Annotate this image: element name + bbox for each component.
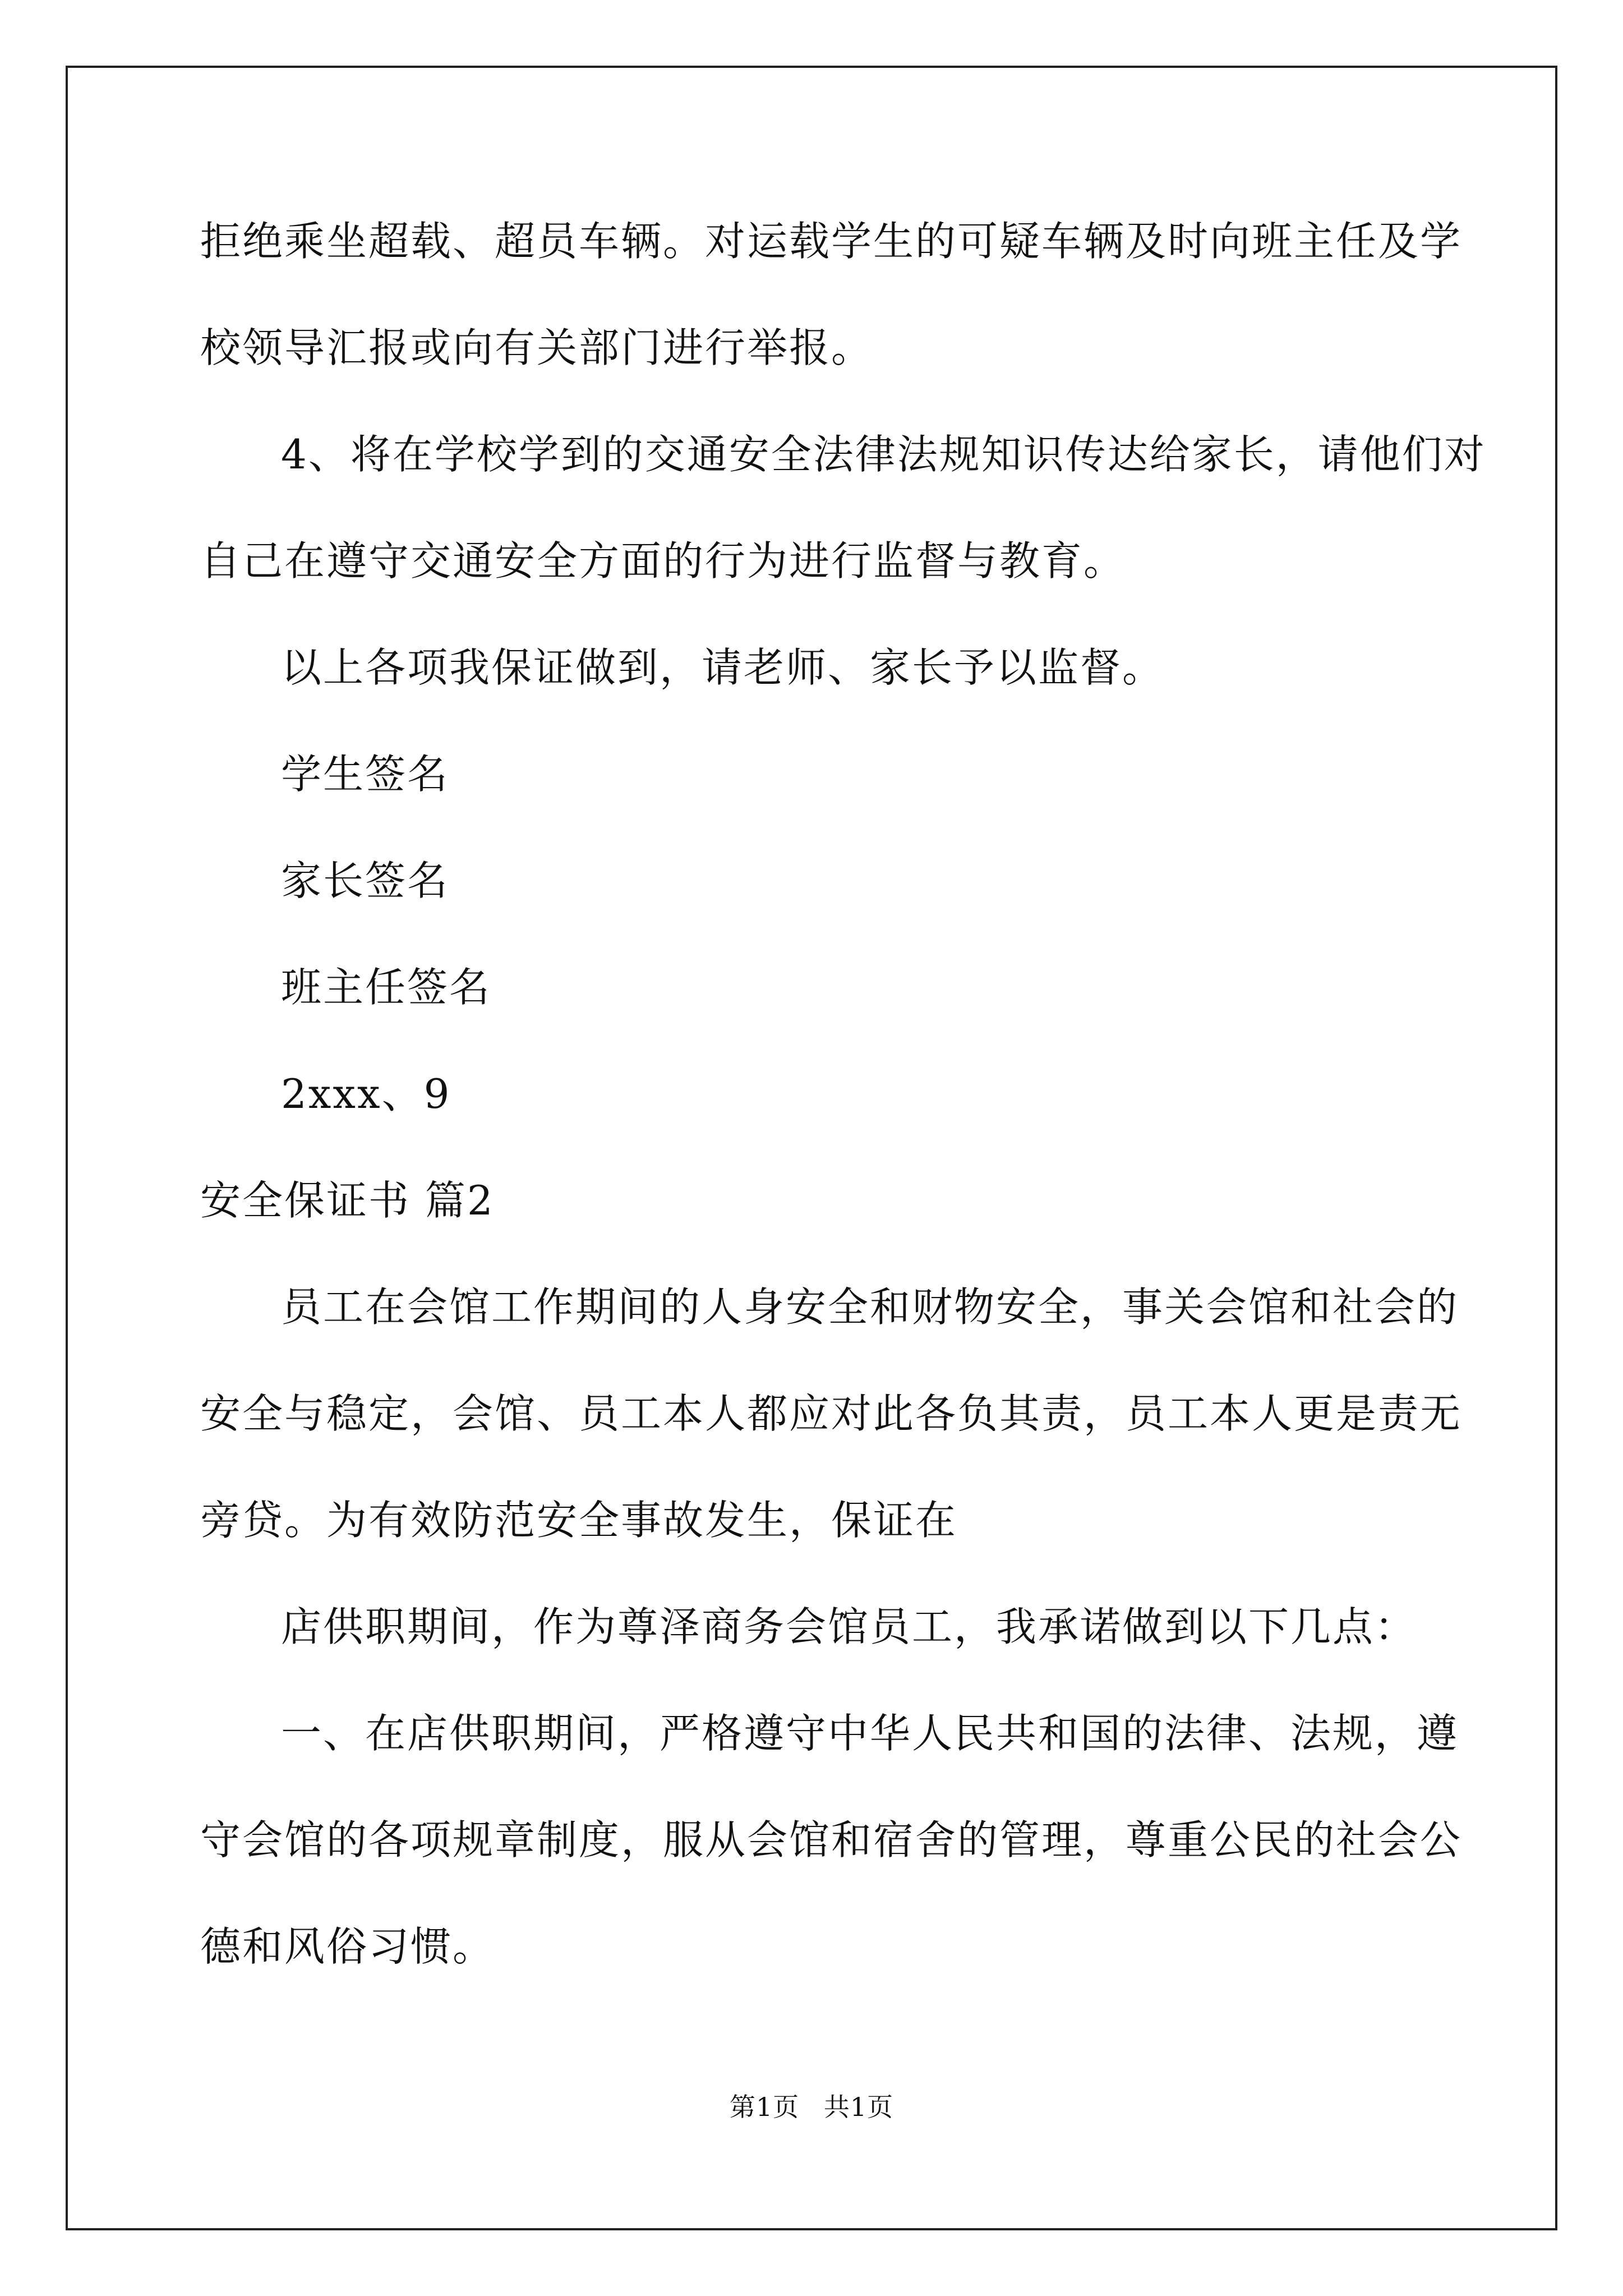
page-footer — [0, 2087, 1623, 2124]
paragraph-line: 一、在店供职期间，严格遵守中华人民共和国的法律、法规，遵 — [281, 1710, 1459, 1757]
teacher-signature-label: 班主任签名 — [281, 964, 492, 1011]
paragraph-line: 拒绝乘坐超载、超员车辆。对运载学生的可疑车辆及时向班主任及学 — [200, 218, 1463, 265]
paragraph-line: 自己在遵守交通安全方面的行为进行监督与教育。 — [200, 537, 1126, 585]
paragraph-line: 德和风俗习惯。 — [200, 1923, 495, 1970]
paragraph-line: 守会馆的各项规章制度，服从会馆和宿舍的管理，尊重公民的社会公 — [200, 1816, 1463, 1864]
parent-signature-label: 家长签名 — [281, 857, 450, 904]
paragraph-line: 以上各项我保证做到，请老师、家长予以监督。 — [281, 644, 1165, 691]
student-signature-label: 学生签名 — [281, 751, 450, 798]
paragraph-line: 旁贷。为有效防范安全事故发生，保证在 — [200, 1497, 958, 1544]
page-number-total: 共1页 — [823, 2092, 894, 2122]
section-heading: 安全保证书 篇2 — [200, 1177, 495, 1224]
paragraph-line: 4、将在学校学到的交通安全法律法规知识传达给家长，请他们对 — [281, 431, 1486, 478]
paragraph-line: 校领导汇报或向有关部门进行举报。 — [200, 324, 874, 371]
paragraph-line: 店供职期间，作为尊泽商务会馆员工，我承诺做到以下几点： — [281, 1603, 1417, 1650]
paragraph-line: 安全与稳定，会馆、员工本人都应对此各负其责，员工本人更是责无 — [200, 1390, 1463, 1437]
date-line: 2xxx、9 — [281, 1070, 451, 1117]
paragraph-line: 员工在会馆工作期间的人身安全和财物安全，事关会馆和社会的 — [281, 1283, 1459, 1331]
page-number-current: 第1页 — [729, 2092, 800, 2122]
page-border — [66, 66, 1557, 2230]
